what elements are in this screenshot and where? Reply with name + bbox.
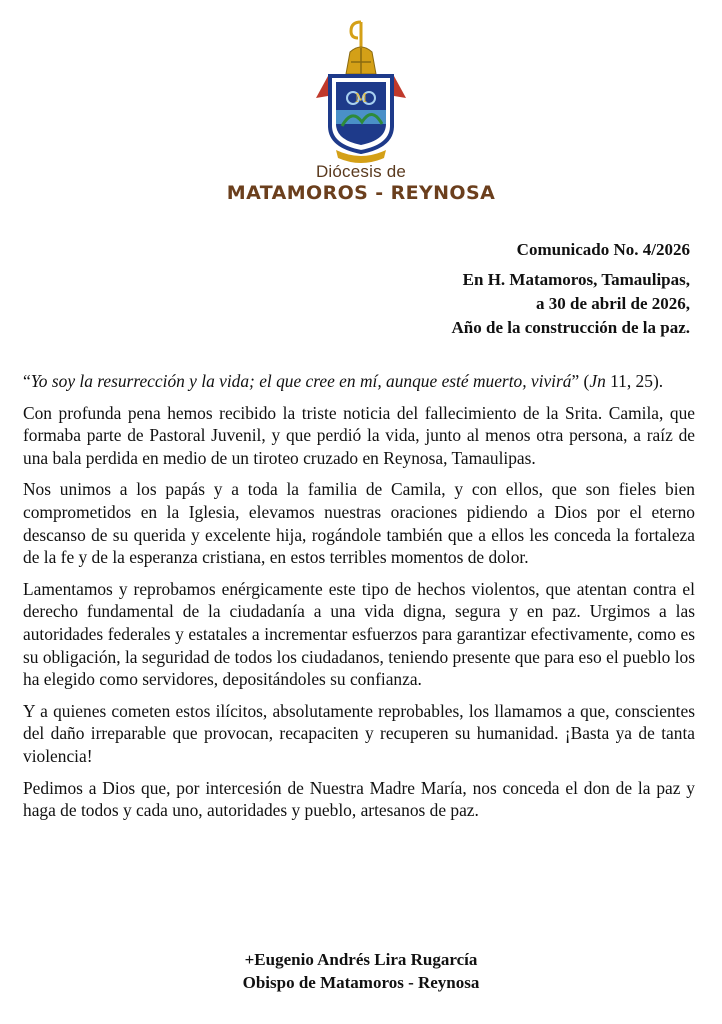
paragraph-5: Pedimos a Dios que, por intercesión de Nuestra Madre María, nos conceda el don de la paz y haga de todos y cada uno, autoridades y pueblo, artesanos de paz. bbox=[23, 777, 695, 821]
quote-open-mark: “ bbox=[23, 371, 31, 391]
communique-header bbox=[452, 238, 690, 340]
communique-place: En H. Matamoros, Tamaulipas, bbox=[462, 270, 690, 289]
diocese-logo bbox=[0, 18, 722, 204]
signature-name: +Eugenio Andrés Lira Rugarcía bbox=[244, 950, 478, 969]
communique-date: a 30 de abril de 2026, bbox=[536, 294, 690, 313]
quote-text: Yo soy la resurrección y la vida; el que cree en mí, aunque esté muerto, vivirá bbox=[30, 371, 572, 391]
logo-diocese-name: MATAMOROS - REYNOSA bbox=[226, 182, 496, 204]
paragraph-2: Nos unimos a los papás y a toda la familia de Camila, y con ellos, que son fieles bien comprometidos en la Iglesia, elevamos nuestras oraciones pidiendo a Dios por el eterno descanso de su querida y excelente hija, rogándole también que a ellos les conceda la fortaleza de la fe y de la esperanza cristiana, en estos terribles momentos de dolor. bbox=[23, 479, 695, 568]
paragraph-3: Lamentamos y reprobamos enérgicamente este tipo de hechos violentos, que atentan contra el derecho fundamental de la ciudadanía a una vida digna, segura y en paz. Urgimos a las autoridades federales y estatales a incrementar esfuerzos para garantizar efectivamente, como es su obligación, la seguridad de todos los ciudadanos, teniendo presente que para eso el pueblo los ha elegido como servidores, depositándoles su confianza. bbox=[23, 578, 695, 690]
communique-body bbox=[23, 370, 695, 831]
scripture-quote bbox=[23, 370, 695, 393]
paragraph-4: Y a quienes cometen estos ilícitos, absolutamente reprobables, los llamamos a que, conscientes del daño irreparable que provocan, recapaciten y recuperen su humanidad. ¡Basta ya de tanta violencia! bbox=[23, 700, 695, 766]
signature-block bbox=[0, 948, 722, 994]
communique-number: Comunicado No. 4/2026 bbox=[516, 240, 690, 259]
diocese-coat-of-arms-icon bbox=[306, 18, 416, 166]
logo-diocese-label: Diócesis de bbox=[315, 162, 407, 181]
quote-ref-rest: 11, 25). bbox=[605, 371, 664, 391]
quote-ref-book: Jn bbox=[589, 371, 606, 391]
quote-close-mark: ” ( bbox=[571, 371, 590, 391]
svg-text:M: M bbox=[354, 91, 368, 105]
communique-year-motto: Año de la construcción de la paz. bbox=[451, 318, 690, 337]
paragraph-1: Con profunda pena hemos recibido la triste noticia del fallecimiento de la Srita. Camila, que formaba parte de Pastoral Juvenil, y que perdió la vida, junto al menos otra persona, a raíz de una bala perdida en medio de un tiroteo cruzado en Reynosa, Tamaulipas. bbox=[23, 402, 695, 468]
signature-title: Obispo de Matamoros - Reynosa bbox=[242, 973, 480, 992]
